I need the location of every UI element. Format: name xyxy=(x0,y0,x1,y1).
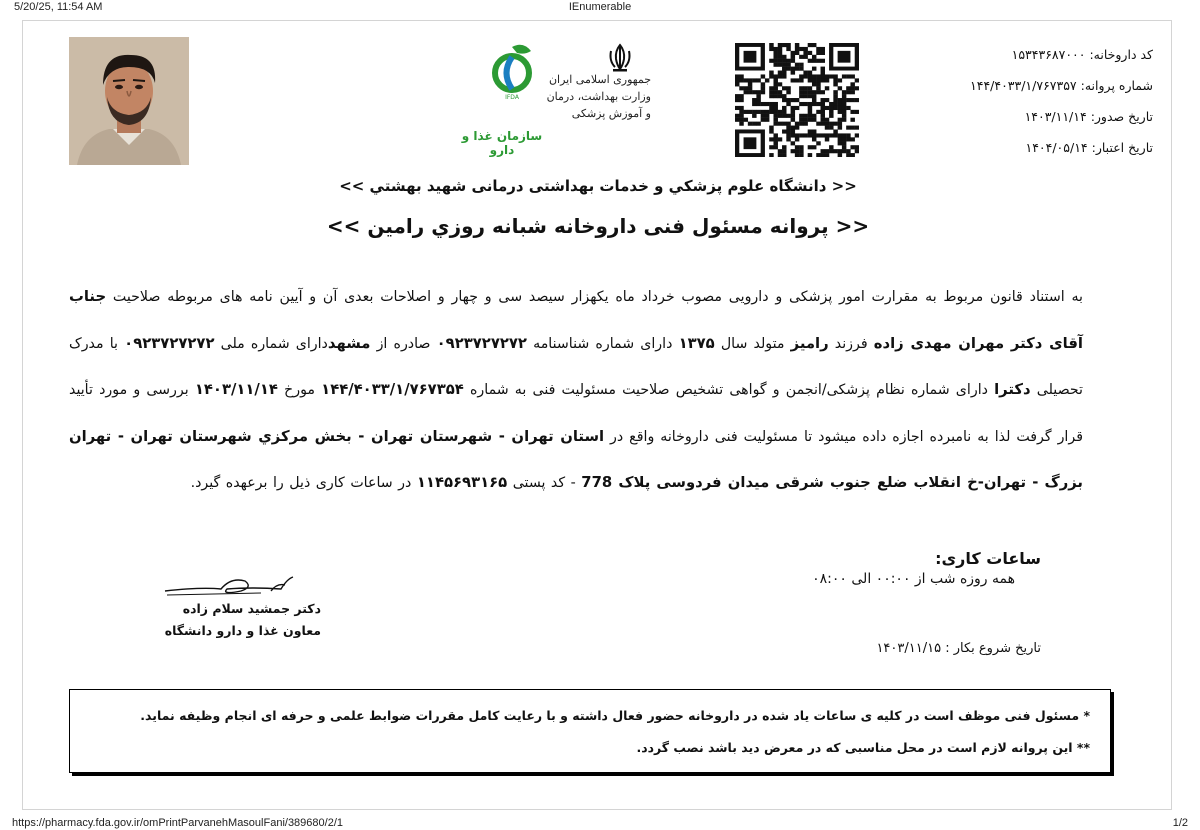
logos-area xyxy=(453,37,723,157)
certificate-number: ۱۴۴/۴۰۳۳/۱/۷۶۷۳۵۴ xyxy=(321,381,464,399)
pharmacy-code-row xyxy=(893,39,1153,70)
license-meta xyxy=(893,39,1153,163)
start-date-value: ۱۴۰۳/۱۱/۱۵ xyxy=(876,641,942,656)
qr-code-icon xyxy=(735,43,859,157)
person-portrait-icon xyxy=(69,37,189,165)
signature-scribble-icon xyxy=(161,569,301,603)
holder-name: جناب آقای دکتر مهران مهدی زاده xyxy=(69,288,1084,352)
working-hours-value: همه روزه شب از ۰۰:۰۰ الی ۰۸:۰۰ xyxy=(812,571,1015,587)
print-footer xyxy=(0,816,1200,830)
signer-name: دکتر جمشید سلام زاده xyxy=(182,601,321,616)
note-display: ** این پروانه لازم است در محل مناسبی که در معرض دید باشد نصب گردد. xyxy=(636,740,1090,755)
body-text-2: فرزند xyxy=(828,335,874,352)
signature-block xyxy=(151,569,321,669)
fda-abbrev: IFDA xyxy=(505,94,519,101)
ministry-line2: وزارت بهداشت، درمان و آموزش پزشکی xyxy=(546,90,651,120)
expiry-date-row xyxy=(893,132,1153,163)
expiry-date-label: تاریخ اعتبار: xyxy=(1091,140,1153,155)
body-text-11: - کد پستی xyxy=(507,475,582,492)
print-page-number: 1/2 xyxy=(1172,817,1188,829)
qr-code[interactable] xyxy=(735,43,859,157)
pharmacy-code-value: ۱۵۳۴۳۶۸۷۰۰۰ xyxy=(1011,47,1086,62)
note-presence: * مسئول فنی موظف است در کلیه ی ساعات یاد شده در داروخانه حضور فعال داشته و با رعایت کامل مقررات ضوابط علمی و حرفه ای انجام وظیفه نماید. xyxy=(140,708,1090,723)
notes-box xyxy=(69,689,1111,773)
pharmacy-location: استان تهران - شهرستان تهران - بخش مرکزي شهرستان تهران - تهران بزرگ - تهران-خ انقلاب ضلع جنوب شرقی میدان فردوسی پلاک 778 xyxy=(69,427,1083,492)
body-text-10: بررسی و مورد تأیید قرار گرفت لذا به نامبرده اجازه داده میشود تا مسئولیت فنی داروخانه واقع در xyxy=(69,382,1083,445)
university-heading: << دانشگاه علوم پزشکي و خدمات بهداشتی درمانی شهید بهشتي >> xyxy=(339,177,857,195)
birth-year: ۱۳۷۵ xyxy=(678,334,715,352)
print-page-title: IEnumerable xyxy=(568,1,632,13)
ministry-name xyxy=(541,71,651,122)
body-text-9: مورخ xyxy=(277,382,322,399)
national-id: ۰۹۲۳۷۲۷۲۷۲ xyxy=(124,334,215,352)
issued-from: مشهد xyxy=(327,334,371,352)
father-name: رامیز xyxy=(790,334,829,352)
body-text-8: دارای شماره نظام پزشکی/انجمن و گواهی تشخیص صلاحیت مسئولیت فنی به شماره xyxy=(463,382,995,399)
license-number-row xyxy=(893,70,1153,101)
holder-photo xyxy=(69,37,189,165)
issue-date-value: ۱۴۰۳/۱۱/۱۴ xyxy=(1024,109,1087,124)
license-page xyxy=(22,20,1172,810)
print-datetime: 5/20/25, 11:54 AM xyxy=(14,1,103,13)
license-title: << پروانه مسئول فنی داروخانه شبانه روزي رامین >> xyxy=(326,214,870,238)
id-number: ۰۹۲۳۷۲۷۲۷۲ xyxy=(436,334,527,352)
body-text-4: دارای شماره شناسنامه xyxy=(526,335,679,352)
ministry-line1: جمهوری اسلامی ایران xyxy=(548,73,651,86)
body-text-1: به استناد قانون مربوط به مقرارت امور پزشکی و دارویی مصوب خرداد ماه یکهزار سیصد سی و چهار و اصلاحات بعدی آن و آیین نامه های مربوطه صلاحیت xyxy=(106,289,1083,305)
working-hours-title: ساعات کاری: xyxy=(935,549,1041,568)
body-text-5: صادره از xyxy=(370,335,437,352)
license-number-label: شماره پروانه: xyxy=(1080,78,1153,93)
issue-date-label: تاریخ صدور: xyxy=(1090,109,1153,124)
print-header xyxy=(0,0,1200,16)
signer-title: معاون غذا و دارو دانشگاه xyxy=(164,623,321,638)
body-text-6: دارای شماره ملی xyxy=(214,335,328,352)
degree: دکترا xyxy=(994,381,1031,399)
postal-code: ۱۱۴۵۶۹۳۱۶۵ xyxy=(416,474,508,492)
license-number-value: ۱۴۴/۴۰۳۳/۱/۷۶۷۳۵۷ xyxy=(970,78,1077,93)
expiry-date-value: ۱۴۰۴/۰۵/۱۴ xyxy=(1025,140,1088,155)
body-text-7: با مدرک تحصیلی xyxy=(69,335,1083,399)
fda-logo-icon xyxy=(487,43,537,105)
license-body xyxy=(69,274,1083,507)
body-text-3: متولد سال xyxy=(714,335,791,352)
print-url: https://pharmacy.fda.gov.ir/omPrintParvanehMasoulFani/389680/2/1 xyxy=(12,817,343,829)
fda-name: سازمان غذا و دارو xyxy=(461,129,543,157)
body-text-12: در ساعات کاری ذیل را برعهده گیرد. xyxy=(190,475,417,492)
start-date-label: تاریخ شروع بکار : xyxy=(945,641,1041,656)
certificate-date: ۱۴۰۳/۱۱/۱۴ xyxy=(194,381,278,399)
pharmacy-code-label: کد داروخانه: xyxy=(1089,47,1153,62)
start-date xyxy=(876,641,1041,656)
issue-date-row xyxy=(893,101,1153,132)
